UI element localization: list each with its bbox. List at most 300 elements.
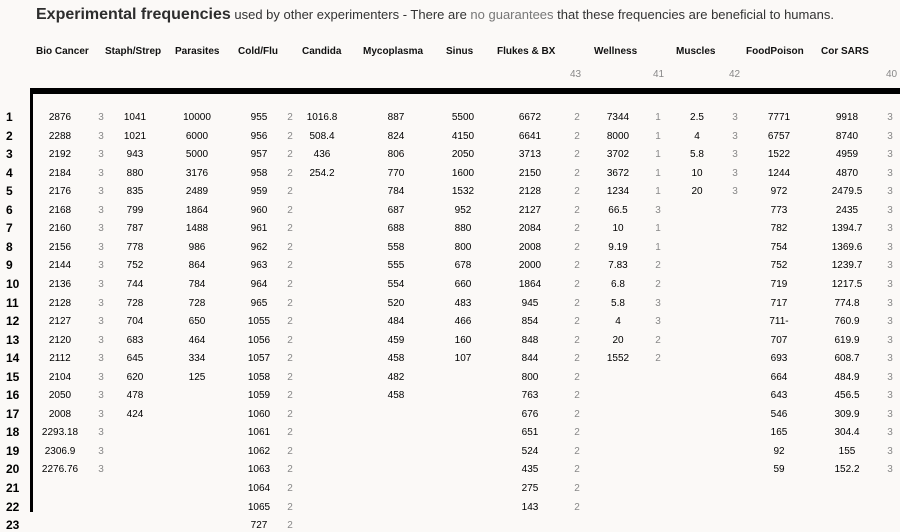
cell-staph-strep: 704 (126, 316, 144, 328)
cell-cor-sars-mark: 3 (887, 353, 893, 365)
cell-parasites: 3176 (185, 167, 209, 179)
cell-cold-flu-mark: 2 (287, 241, 293, 253)
cell-bio-cancer-mark: 3 (98, 241, 104, 253)
cell-parasites: 986 (188, 241, 206, 253)
cell-bio-cancer: 2192 (48, 149, 72, 161)
cell-parasites: 1864 (185, 204, 209, 216)
cell-cor-sars: 1394.7 (831, 223, 863, 235)
cell-wellness-mark: 2 (655, 278, 661, 290)
cell-bio-cancer-mark: 3 (98, 353, 104, 365)
row-number: 21 (6, 481, 20, 495)
cell-foodpoison: 752 (770, 260, 788, 272)
cell-wellness: 9.19 (608, 241, 628, 253)
cell-cold-flu-mark: 2 (287, 483, 293, 494)
cell-staph-strep: 778 (126, 241, 144, 253)
cell-wellness-mark: 3 (655, 204, 661, 216)
cell-staph-strep: 787 (126, 223, 144, 235)
cell-bio-cancer-mark: 3 (98, 112, 104, 123)
cell-foodpoison: 1244 (767, 167, 791, 179)
cell-wellness: 4 (615, 316, 621, 328)
header-wellness: Wellness (594, 46, 638, 57)
cell-bio-cancer-mark: 3 (98, 445, 104, 457)
cell-flukes: 435 (521, 464, 539, 476)
cell-cor-sars-mark: 3 (887, 390, 893, 402)
cell-cor-sars: 304.4 (834, 427, 860, 439)
cell-foodpoison: 707 (770, 334, 788, 346)
cell-flukes: 1864 (518, 278, 542, 290)
row-number: 23 (6, 518, 20, 532)
cell-wellness: 7344 (606, 112, 630, 123)
header-candida: Candida (302, 46, 342, 57)
cell-bio-cancer: 2168 (48, 204, 72, 216)
cell-cold-flu-mark: 2 (287, 316, 293, 328)
cell-cold-flu: 1060 (247, 408, 271, 420)
cell-bio-cancer: 2276.76 (41, 464, 79, 476)
cell-mycoplasma: 458 (387, 353, 405, 365)
cell-cor-sars-mark: 3 (887, 371, 893, 383)
cell-foodpoison: 7771 (767, 112, 791, 123)
title-end: that these frequencies are beneficial to humans. (553, 7, 834, 22)
cell-cold-flu: 1065 (247, 501, 271, 513)
cell-flukes: 763 (521, 390, 539, 402)
cell-foodpoison: 6757 (767, 130, 791, 142)
cell-flukes-mark: 2 (574, 427, 580, 439)
cell-bio-cancer: 2136 (48, 278, 72, 290)
cell-muscles-mark: 3 (732, 130, 738, 142)
cell-wellness-mark: 1 (655, 241, 661, 253)
cell-bio-cancer-mark: 3 (98, 297, 104, 309)
cell-cold-flu-mark: 2 (287, 167, 293, 179)
cell-cold-flu-mark: 2 (287, 130, 293, 142)
cell-wellness: 6.8 (611, 278, 625, 290)
cell-cold-flu-mark: 2 (287, 204, 293, 216)
cell-cor-sars-mark: 3 (887, 241, 893, 253)
cell-flukes: 945 (521, 297, 539, 309)
cell-bio-cancer-mark: 3 (98, 371, 104, 383)
cell-wellness: 3672 (606, 167, 630, 179)
cell-cor-sars-mark: 3 (887, 167, 893, 179)
cell-cold-flu-mark: 2 (287, 223, 293, 235)
cell-flukes: 651 (521, 427, 539, 439)
cell-parasites: 5000 (185, 149, 209, 161)
cell-mycoplasma: 482 (387, 371, 405, 383)
cell-parasites: 125 (188, 371, 206, 383)
cell-sinus: 466 (454, 316, 472, 328)
cell-muscles-mark: 3 (732, 167, 738, 179)
cell-parasites: 728 (188, 297, 206, 309)
cell-sinus: 160 (454, 334, 472, 346)
cell-mycoplasma: 770 (387, 167, 405, 179)
cell-cold-flu-mark: 2 (287, 186, 293, 198)
cell-flukes: 3713 (518, 149, 542, 161)
cell-staph-strep: 478 (126, 390, 144, 402)
cell-cor-sars: 2479.5 (831, 186, 863, 198)
cell-parasites: 6000 (185, 130, 209, 142)
cell-cold-flu: 1061 (247, 427, 271, 439)
cell-cold-flu: 1064 (247, 483, 271, 494)
cell-cor-sars: 2435 (835, 204, 859, 216)
cell-cold-flu: 956 (250, 130, 268, 142)
cell-staph-strep: 943 (126, 149, 144, 161)
row-number: 10 (6, 276, 20, 291)
cell-bio-cancer-mark: 3 (98, 130, 104, 142)
cell-flukes: 2150 (518, 167, 542, 179)
row-number: 15 (6, 369, 20, 384)
cell-bio-cancer-mark: 3 (98, 427, 104, 439)
cell-flukes: 2000 (518, 260, 542, 272)
cell-bio-cancer-mark: 3 (98, 334, 104, 346)
cell-cold-flu-mark: 2 (287, 501, 293, 513)
cell-foodpoison: 664 (770, 371, 788, 383)
cell-bio-cancer-mark: 3 (98, 149, 104, 161)
cell-cold-flu: 1058 (247, 371, 271, 383)
cell-staph-strep: 880 (126, 167, 144, 179)
header-bio-cancer: Bio Cancer (36, 46, 89, 57)
cell-cold-flu-mark: 2 (287, 353, 293, 365)
row-number: 5 (6, 184, 13, 199)
cell-cor-sars: 456.5 (834, 390, 860, 402)
cell-cold-flu-mark: 2 (287, 278, 293, 290)
cell-cold-flu: 962 (250, 241, 268, 253)
header-rule (30, 88, 900, 94)
cell-flukes: 2128 (518, 186, 542, 198)
cell-wellness-mark: 1 (655, 186, 661, 198)
cell-parasites: 784 (188, 278, 206, 290)
cell-candida: 436 (313, 149, 331, 161)
cell-cold-flu: 959 (250, 186, 268, 198)
cell-flukes: 844 (521, 353, 539, 365)
cell-cold-flu: 963 (250, 260, 268, 272)
cell-cor-sars: 1217.5 (831, 278, 863, 290)
cell-cold-flu-mark: 2 (287, 149, 293, 161)
cell-cold-flu-mark: 2 (287, 371, 293, 383)
cell-bio-cancer: 2104 (48, 371, 72, 383)
cell-parasites: 2489 (185, 186, 209, 198)
cell-flukes-mark: 2 (574, 149, 580, 161)
cell-flukes-mark: 2 (574, 186, 580, 198)
page-title (36, 6, 834, 24)
cell-mycoplasma: 784 (387, 186, 405, 198)
cell-sinus: 483 (454, 297, 472, 309)
row-number: 11 (6, 295, 19, 310)
cell-wellness-mark: 1 (655, 223, 661, 235)
cell-sinus: 4150 (451, 130, 475, 142)
cell-cold-flu: 955 (250, 112, 268, 123)
cell-mycoplasma: 555 (387, 260, 405, 272)
cell-cold-flu: 1055 (247, 316, 271, 328)
cell-sinus: 2050 (451, 149, 475, 161)
cell-foodpoison: 643 (770, 390, 788, 402)
cell-cold-flu-mark: 2 (287, 408, 293, 420)
cell-muscles: 10 (691, 167, 703, 179)
row-number: 16 (6, 388, 20, 403)
cell-cold-flu: 961 (250, 223, 268, 235)
cell-cor-sars-mark: 3 (887, 186, 893, 198)
row-number: 19 (6, 443, 20, 458)
cell-cor-sars-mark: 3 (887, 112, 893, 123)
row-number: 18 (6, 425, 20, 440)
cell-flukes-mark: 2 (574, 334, 580, 346)
title-dim: no guarantees (470, 7, 554, 22)
cell-foodpoison: 717 (770, 297, 788, 309)
cell-cor-sars: 760.9 (834, 316, 860, 328)
cell-staph-strep: 835 (126, 186, 144, 198)
cell-mycoplasma: 558 (387, 241, 405, 253)
cell-cold-flu: 1063 (247, 464, 271, 476)
cell-bio-cancer: 2288 (48, 130, 72, 142)
cell-cor-sars-mark: 3 (887, 278, 893, 290)
cell-flukes: 6641 (518, 130, 542, 142)
cell-candida: 1016.8 (306, 112, 338, 123)
cell-cold-flu: 964 (250, 278, 268, 290)
cell-flukes: 2084 (518, 223, 542, 235)
title-bold: Experimental frequencies (36, 6, 231, 23)
cell-bio-cancer: 2112 (49, 353, 71, 365)
cell-cor-sars: 608.7 (834, 353, 860, 365)
cell-mycoplasma: 459 (387, 334, 405, 346)
cell-bio-cancer-mark: 3 (98, 260, 104, 272)
cell-flukes-mark: 2 (574, 316, 580, 328)
cell-cold-flu: 957 (250, 149, 268, 161)
row-number: 4 (6, 165, 13, 180)
cell-wellness-mark: 3 (655, 316, 661, 328)
cell-flukes-mark: 2 (574, 130, 580, 142)
cell-cor-sars: 4959 (835, 149, 859, 161)
cell-cor-sars-mark: 3 (887, 316, 893, 328)
cell-cor-sars: 484.9 (834, 371, 860, 383)
cell-wellness: 1234 (606, 186, 630, 198)
cell-bio-cancer: 2120 (48, 334, 72, 346)
cell-wellness-mark: 2 (655, 334, 661, 346)
cell-cor-sars: 774.8 (834, 297, 860, 309)
title-mid: used by other experimenters - There are (230, 7, 471, 22)
cell-foodpoison: 773 (770, 204, 788, 216)
cell-parasites: 1488 (185, 223, 209, 235)
cell-flukes: 2127 (518, 204, 542, 216)
cell-foodpoison: 754 (770, 241, 788, 253)
cell-cold-flu-mark: 2 (287, 390, 293, 402)
cell-flukes-mark: 2 (574, 483, 580, 494)
cell-cor-sars-mark: 3 (887, 445, 893, 457)
cell-cor-sars: 1369.6 (831, 241, 863, 253)
cell-bio-cancer-mark: 3 (98, 167, 104, 179)
cell-cold-flu-mark: 2 (287, 297, 293, 309)
cell-flukes-mark: 2 (574, 408, 580, 420)
cell-cold-flu: 1062 (247, 445, 271, 457)
cell-flukes: 800 (521, 371, 539, 383)
cell-muscles: 2.5 (690, 112, 704, 123)
header-mycoplasma: Mycoplasma (363, 46, 424, 57)
cell-sinus: 1532 (451, 186, 475, 198)
cell-wellness-mark: 2 (655, 260, 661, 272)
cell-cor-sars: 155 (838, 445, 856, 457)
cell-wellness-mark: 1 (655, 167, 661, 179)
row-number: 20 (6, 462, 20, 477)
cell-cor-sars-mark: 3 (887, 427, 893, 439)
cell-wellness: 1552 (606, 353, 630, 365)
header-sinus: Sinus (446, 46, 474, 57)
cell-cor-sars-mark: 3 (887, 130, 893, 142)
cell-muscles-mark: 3 (732, 149, 738, 161)
cell-muscles-mark: 3 (732, 112, 738, 123)
row-number: 8 (6, 239, 13, 254)
cell-flukes-mark: 2 (574, 390, 580, 402)
cell-parasites: 10000 (183, 112, 211, 123)
cell-staph-strep: 1041 (123, 112, 147, 123)
cell-bio-cancer-mark: 3 (98, 223, 104, 235)
cell-flukes-mark: 2 (574, 204, 580, 216)
cell-mycoplasma: 806 (387, 149, 405, 161)
cell-wellness: 66.5 (608, 204, 628, 216)
cell-wellness-mark: 3 (655, 297, 661, 309)
cell-flukes-mark: 2 (574, 278, 580, 290)
cell-flukes: 6672 (518, 112, 542, 123)
cell-cor-sars-mark: 3 (887, 297, 893, 309)
cell-staph-strep: 799 (126, 204, 144, 216)
cell-mycoplasma: 554 (387, 278, 405, 290)
cell-flukes: 143 (521, 501, 539, 513)
cell-muscles: 20 (691, 186, 703, 198)
cell-sinus: 800 (454, 241, 472, 253)
cell-parasites: 650 (188, 316, 206, 328)
cell-candida: 254.2 (309, 167, 335, 179)
cell-foodpoison: 782 (770, 223, 788, 235)
cell-flukes-mark: 2 (574, 464, 580, 476)
cell-foodpoison: 546 (770, 408, 788, 420)
header-number-wellness: 41 (653, 69, 665, 80)
cell-mycoplasma: 688 (387, 223, 405, 235)
header-flukes: Flukes & BX (497, 46, 556, 57)
cell-cold-flu: 1059 (247, 390, 271, 402)
header-cor-sars: Cor SARS (821, 46, 869, 57)
header-number-flukes: 43 (570, 69, 582, 80)
cell-bio-cancer-mark: 3 (98, 278, 104, 290)
cell-bio-cancer: 2127 (48, 316, 72, 328)
row-number: 22 (6, 499, 20, 514)
cell-bio-cancer: 2184 (48, 167, 72, 179)
cell-cor-sars-mark: 3 (887, 334, 893, 346)
cell-bio-cancer-mark: 3 (98, 408, 104, 420)
row-number: 12 (6, 314, 20, 329)
cell-flukes: 275 (521, 483, 539, 494)
cell-bio-cancer: 2128 (48, 297, 72, 309)
cell-cold-flu: 1057 (247, 353, 271, 365)
cell-bio-cancer-mark: 3 (98, 390, 104, 402)
cell-cold-flu-mark: 2 (287, 112, 293, 123)
header-number-cor-sars: 40 (886, 69, 898, 80)
header-cold-flu: Cold/Flu (238, 46, 278, 57)
cell-wellness-mark: 1 (655, 130, 661, 142)
cell-bio-cancer: 2156 (48, 241, 72, 253)
cell-wellness-mark: 1 (655, 149, 661, 161)
cell-flukes-mark: 2 (574, 241, 580, 253)
cell-wellness: 5.8 (611, 297, 625, 309)
cell-sinus: 952 (454, 204, 472, 216)
cell-parasites: 334 (188, 353, 206, 365)
cell-staph-strep: 620 (126, 371, 144, 383)
cell-mycoplasma: 520 (387, 297, 405, 309)
cell-wellness: 10 (612, 223, 624, 235)
header-number-muscles: 42 (729, 69, 741, 80)
cell-cor-sars-mark: 3 (887, 223, 893, 235)
cell-mycoplasma: 687 (387, 204, 405, 216)
cell-cold-flu: 1056 (247, 334, 271, 346)
cell-mycoplasma: 484 (387, 316, 405, 328)
cell-cold-flu-mark: 2 (287, 445, 293, 457)
cell-cold-flu: 727 (250, 520, 268, 532)
cell-cor-sars-mark: 3 (887, 464, 893, 476)
cell-flukes: 848 (521, 334, 539, 346)
cell-cor-sars-mark: 3 (887, 204, 893, 216)
cell-parasites: 864 (188, 260, 206, 272)
cell-wellness-mark: 1 (655, 112, 661, 123)
row-number: 13 (6, 332, 20, 347)
cell-staph-strep: 1021 (123, 130, 147, 142)
cell-wellness: 8000 (606, 130, 630, 142)
cell-flukes-mark: 2 (574, 112, 580, 123)
cell-bio-cancer: 2306.9 (44, 445, 76, 457)
cell-cor-sars: 619.9 (834, 334, 860, 346)
cell-muscles-mark: 3 (732, 186, 738, 198)
cell-cold-flu: 958 (250, 167, 268, 179)
cell-cor-sars: 309.9 (834, 408, 860, 420)
cell-wellness: 7.83 (608, 260, 628, 272)
cell-bio-cancer: 2008 (48, 408, 72, 420)
cell-bio-cancer: 2144 (48, 260, 72, 272)
cell-flukes: 524 (521, 445, 539, 457)
cell-wellness-mark: 2 (655, 353, 661, 365)
cell-mycoplasma: 824 (387, 130, 405, 142)
cell-sinus: 660 (454, 278, 472, 290)
header-foodpoison: FoodPoison (746, 46, 804, 57)
cell-flukes-mark: 2 (574, 371, 580, 383)
cell-sinus: 107 (454, 353, 472, 365)
header-staph-strep: Staph/Strep (105, 46, 162, 57)
cell-wellness: 3702 (606, 149, 630, 161)
cell-sinus: 1600 (451, 167, 475, 179)
cell-bio-cancer: 2293.18 (41, 427, 79, 439)
cell-bio-cancer-mark: 3 (98, 464, 104, 476)
cell-cold-flu: 965 (250, 297, 268, 309)
row-number: 2 (6, 128, 13, 143)
cell-cold-flu-mark: 2 (287, 427, 293, 439)
cell-bio-cancer-mark: 3 (98, 186, 104, 198)
cell-mycoplasma: 458 (387, 390, 405, 402)
cell-foodpoison: 693 (770, 353, 788, 365)
row-number: 9 (6, 258, 13, 273)
cell-foodpoison: 165 (770, 427, 788, 439)
cell-staph-strep: 683 (126, 334, 144, 346)
left-rule (30, 88, 33, 512)
cell-parasites: 464 (188, 334, 206, 346)
cell-foodpoison: 719 (770, 278, 788, 290)
cell-flukes: 2008 (518, 241, 542, 253)
cell-flukes-mark: 2 (574, 223, 580, 235)
cell-staph-strep: 645 (126, 353, 144, 365)
cell-cold-flu-mark: 2 (287, 334, 293, 346)
row-number: 17 (6, 406, 20, 421)
cell-foodpoison: 59 (773, 464, 785, 476)
cell-foodpoison: 711- (769, 316, 789, 328)
row-number: 3 (6, 147, 13, 162)
cell-cold-flu: 960 (250, 204, 268, 216)
cell-staph-strep: 728 (126, 297, 144, 309)
row-number: 6 (6, 202, 13, 217)
cell-cor-sars: 8740 (835, 130, 859, 142)
cell-staph-strep: 744 (126, 278, 144, 290)
cell-sinus: 5500 (451, 112, 475, 123)
cell-cor-sars: 9918 (835, 112, 859, 123)
